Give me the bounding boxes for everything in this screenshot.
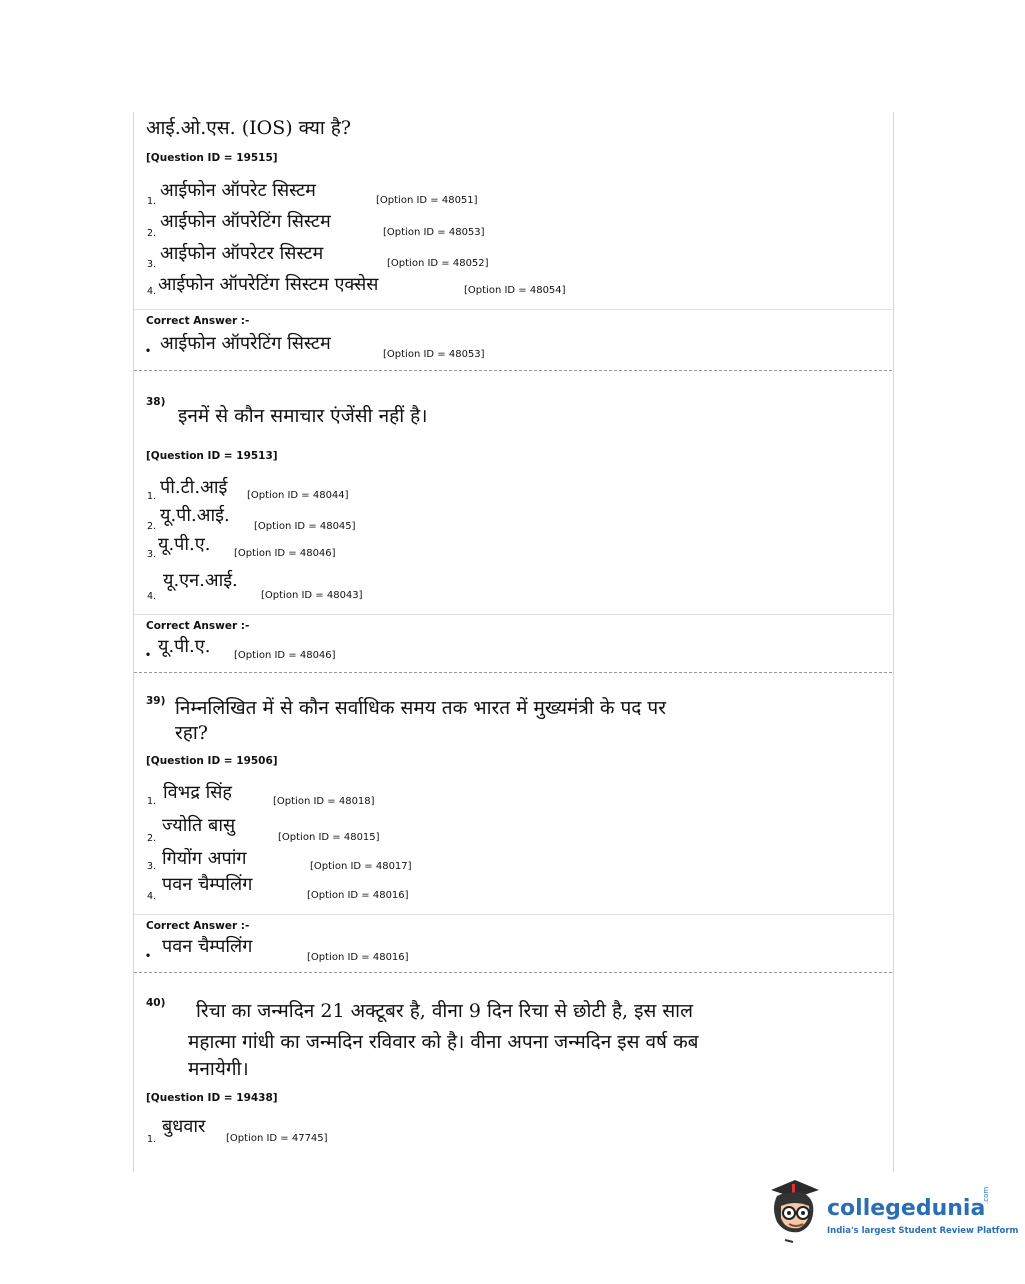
q39-option-3-num: 3. <box>147 861 157 872</box>
q37-option-2-num: 2. <box>147 228 157 239</box>
q38-option-1-num: 1. <box>147 491 157 502</box>
q39-correct-id: [Option ID = 48016] <box>307 952 409 963</box>
question-separator <box>134 672 892 673</box>
q40-option-1-text[interactable]: बुधवार <box>162 1116 206 1137</box>
q39-correct-bullet: • <box>145 951 152 962</box>
question-39-text-line1: निम्नलिखित में से कौन सर्वाधिक समय तक भारत में मुख्यमंत्री के पद पर <box>175 697 666 719</box>
question-39-id: [Question ID = 19506] <box>146 755 278 767</box>
question-37-id: [Question ID = 19515] <box>146 152 278 164</box>
q39-option-4-num: 4. <box>147 891 157 902</box>
q38-correct-id: [Option ID = 48046] <box>234 650 336 661</box>
q39-option-1-id: [Option ID = 48018] <box>273 796 375 807</box>
q37-option-2-text[interactable]: आईफोन ऑपरेटिंग सिस्टम <box>160 211 331 232</box>
q37-option-2-id: [Option ID = 48053] <box>383 227 485 238</box>
question-38-number: 38) <box>146 396 166 408</box>
student-mascot-icon <box>765 1178 825 1248</box>
q38-option-1-id: [Option ID = 48044] <box>247 490 349 501</box>
brand-tagline: India's largest Student Review Platform <box>827 1226 1019 1236</box>
question-40-text-line2: महात्मा गांधी का जन्मदिन रविवार को है। वीना अपना जन्मदिन इस वर्ष कब <box>188 1031 699 1053</box>
q39-option-1-text[interactable]: विभद्र सिंह <box>163 782 232 803</box>
q39-correct-answer-label: Correct Answer :- <box>146 920 250 932</box>
q38-option-4-id: [Option ID = 48043] <box>261 590 363 601</box>
q39-option-3-text[interactable]: गियोंग अपांग <box>162 848 247 869</box>
divider <box>134 914 892 915</box>
q37-option-3-id: [Option ID = 48052] <box>387 258 489 269</box>
q39-option-4-text[interactable]: पवन चैम्पलिंग <box>162 874 253 895</box>
q39-option-4-id: [Option ID = 48016] <box>307 890 409 901</box>
q38-option-2-text[interactable]: यू.पी.आई. <box>160 505 230 526</box>
q38-option-3-text[interactable]: यू.पी.ए. <box>158 534 211 555</box>
question-38-id: [Question ID = 19513] <box>146 450 278 462</box>
question-40-number: 40) <box>146 997 166 1009</box>
q38-correct-bullet: • <box>145 650 152 661</box>
q37-correct-bullet: • <box>145 346 152 357</box>
q39-option-1-num: 1. <box>147 796 157 807</box>
q38-option-3-id: [Option ID = 48046] <box>234 548 336 559</box>
question-39-text-line2: रहा? <box>175 722 208 744</box>
q37-option-4-text[interactable]: आईफोन ऑपरेटिंग सिस्टम एक्सेस <box>158 274 379 295</box>
q38-correct-answer-label: Correct Answer :- <box>146 620 250 632</box>
q37-option-1-num: 1. <box>147 196 157 207</box>
q37-option-4-id: [Option ID = 48054] <box>464 285 566 296</box>
q39-option-2-id: [Option ID = 48015] <box>278 832 380 843</box>
q39-option-2-num: 2. <box>147 833 157 844</box>
q37-option-4-num: 4. <box>147 286 157 297</box>
question-38-text: इनमें से कौन समाचार एंजेंसी नहीं है। <box>178 405 428 427</box>
brand-name: collegedunia <box>827 1196 986 1221</box>
divider <box>134 614 892 615</box>
q39-option-2-text[interactable]: ज्योति बासु <box>162 815 236 836</box>
q38-option-4-text[interactable]: यू.एन.आई. <box>163 570 238 591</box>
q38-option-2-num: 2. <box>147 521 157 532</box>
question-40-id: [Question ID = 19438] <box>146 1092 278 1104</box>
q39-correct-text: पवन चैम्पलिंग <box>162 936 253 957</box>
q38-correct-text: यू.पी.ए. <box>158 636 211 657</box>
q38-option-3-num: 3. <box>147 549 157 560</box>
question-37-text: आई.ओ.एस. (IOS) क्या है? <box>146 117 352 139</box>
divider <box>134 309 892 310</box>
q37-option-3-text[interactable]: आईफोन ऑपरेटर सिस्टम <box>160 243 324 264</box>
q37-option-3-num: 3. <box>147 259 157 270</box>
question-separator <box>134 972 892 973</box>
brand-domain: .com <box>982 1186 990 1204</box>
question-40-text-line1: रिचा का जन्मदिन 21 अक्टूबर है, वीना 9 दिन रिचा से छोटी है, इस साल <box>196 1000 693 1022</box>
question-40-text-line3: मनायेगी। <box>188 1058 249 1080</box>
q37-correct-answer-label: Correct Answer :- <box>146 315 250 327</box>
q37-option-1-text[interactable]: आईफोन ऑपरेट सिस्टम <box>160 180 316 201</box>
question-39-number: 39) <box>146 695 166 707</box>
q38-option-2-id: [Option ID = 48045] <box>254 521 356 532</box>
q38-option-1-text[interactable]: पी.टी.आई <box>160 477 228 498</box>
question-separator <box>134 370 892 371</box>
q37-correct-id: [Option ID = 48053] <box>383 349 485 360</box>
collegedunia-logo[interactable] <box>765 1178 1019 1248</box>
q37-option-1-id: [Option ID = 48051] <box>376 195 478 206</box>
q39-option-3-id: [Option ID = 48017] <box>310 861 412 872</box>
q38-option-4-num: 4. <box>147 591 157 602</box>
q40-option-1-id: [Option ID = 47745] <box>226 1133 328 1144</box>
q37-correct-text: आईफोन ऑपरेटिंग सिस्टम <box>160 333 331 354</box>
q40-option-1-num: 1. <box>147 1134 157 1145</box>
